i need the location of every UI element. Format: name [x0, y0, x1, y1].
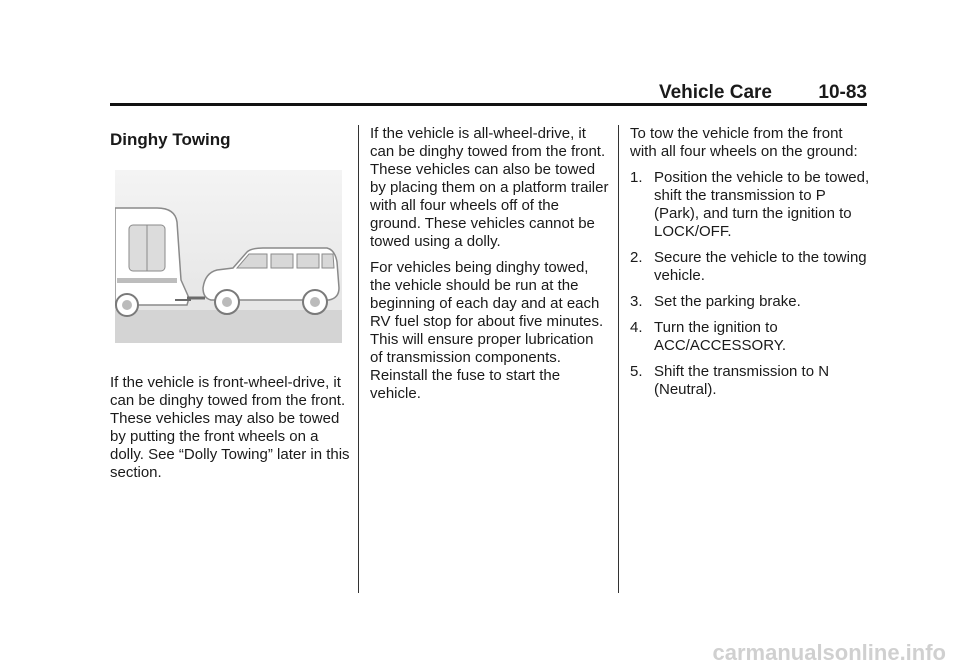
paragraph: If the vehicle is front-wheel-drive, it can be dinghy towed from the front. These vehicles may also be towed by putting the front wheels on a dolly. See “Dolly Towing” later in this section. — [110, 374, 350, 481]
heading-dinghy-towing: Dinghy Towing — [110, 130, 231, 149]
column-3 — [630, 125, 870, 407]
list-item: 3. Set the parking brake. — [630, 293, 801, 310]
column-divider — [618, 125, 619, 593]
step-list — [630, 169, 870, 399]
paragraph: If the vehicle is all-wheel-drive, it can be dinghy towed from the front. These vehicles can also be towed by placing them on a platform trailer with all four wheels off of the ground. These vehicles cannot be towed using a dolly. — [370, 125, 609, 250]
intro-paragraph: To tow the vehicle from the front with all four wheels on the ground: — [630, 125, 858, 160]
page-number: 10-83 — [818, 82, 867, 103]
paragraph: For vehicles being dinghy towed, the vehicle should be run at the beginning of each day and at each RV fuel stop for about five minutes. This will ensure proper lubrication of transmission components. Reinstall the fuse to start the vehicle. — [370, 259, 604, 402]
list-item: 5. Shift the transmission to N (Neutral). — [630, 363, 830, 398]
section-title: Vehicle Care — [658, 82, 772, 103]
list-item: 1. Position the vehicle to be towed, shift the transmission to P (Park), and turn the ignition to LOCK/OFF. — [630, 169, 870, 240]
header-rule — [110, 103, 867, 106]
towing-illustration — [115, 170, 342, 343]
column-divider — [358, 125, 359, 593]
watermark: carmanualsonline.info — [712, 640, 946, 665]
list-item: 4. Turn the ignition to ACC/ACCESSORY. — [630, 319, 786, 354]
column-2 — [370, 125, 610, 411]
list-item: 2. Secure the vehicle to the towing vehicle. — [630, 249, 867, 284]
